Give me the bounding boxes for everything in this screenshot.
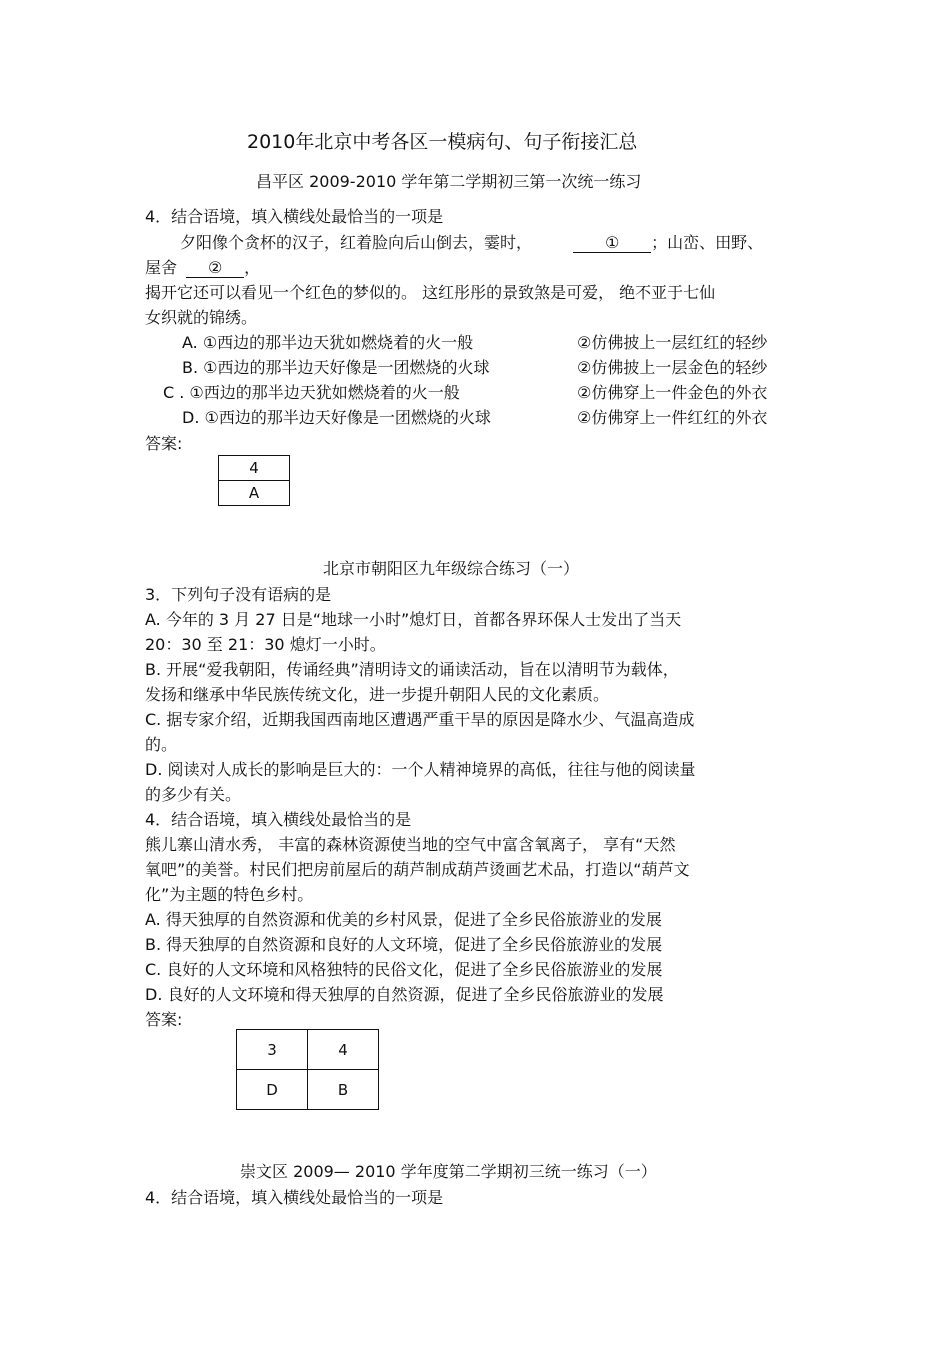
passage-line xyxy=(180,233,763,253)
text-line: 发扬和继承中华民族传统文化，进一步提升朝阳人民的文化素质。 xyxy=(145,685,610,704)
text-line: D. 良好的人文环境和得天独厚的自然资源，促进了全乡民俗旅游业的发展 xyxy=(145,985,664,1004)
section-heading-chongwen: 崇文区 2009— 2010 学年度第二学期初三统一练习（一） xyxy=(240,1162,657,1181)
option-a-right: ②仿佛披上一层红红的轻纱 xyxy=(577,333,768,352)
text-line: 的多少有关。 xyxy=(145,785,242,804)
passage-text: ， xyxy=(244,258,261,277)
text-line: 化”为主题的特色乡村。 xyxy=(145,885,314,904)
text-line: D. 阅读对人成长的影响是巨大的：一个人精神境界的高低，往往与他的阅读量 xyxy=(145,760,696,779)
blank-1: ① xyxy=(573,234,651,253)
answer-table xyxy=(236,1029,379,1110)
answer-label: 答案: xyxy=(145,434,183,453)
text-line: C. 据专家介绍，近期我国西南地区遭遇严重干旱的原因是降水少、气温高造成 xyxy=(145,710,695,729)
text-line: 3．下列句子没有语病的是 xyxy=(145,585,332,604)
option-c-left: C . ①西边的那半边天犹如燃烧着的火一般 xyxy=(163,383,460,402)
answer-question-number: 4 xyxy=(219,456,290,481)
option-b-right: ②仿佛披上一层金色的轻纱 xyxy=(577,358,768,377)
blank-2: ② xyxy=(186,259,244,278)
text-line: 20：30 至 21：30 熄灯一小时。 xyxy=(145,635,386,654)
answer-label: 答案: xyxy=(145,1010,183,1029)
question-stem: 4．结合语境，填入横线处最恰当的一项是 xyxy=(145,207,444,226)
text-line: 熊儿寨山清水秀， 丰富的森林资源使当地的空气中富含氧离子， 享有“天然 xyxy=(145,835,676,854)
answer-value: B xyxy=(308,1070,379,1110)
answer-question-number: 3 xyxy=(237,1030,308,1070)
passage-text: 夕阳像个贪杯的汉子，红着脸向后山倒去，霎时， xyxy=(180,233,533,252)
option-a-left: A. ①西边的那半边天犹如燃烧着的火一般 xyxy=(182,333,474,352)
passage-text: 屋舍 xyxy=(145,258,178,277)
text-line: A. 得天独厚的自然资源和优美的乡村风景，促进了全乡民俗旅游业的发展 xyxy=(145,910,662,929)
section-heading-chaoyang: 北京市朝阳区九年级综合练习（一） xyxy=(323,559,580,578)
question-stem: 4．结合语境，填入横线处最恰当的一项是 xyxy=(145,1188,444,1207)
option-d-left: D. ①西边的那半边天好像是一团燃烧的火球 xyxy=(182,408,491,427)
passage-text: ；山峦、田野、 xyxy=(651,233,764,252)
text-line: 氧吧”的美誉。村民们把房前屋后的葫芦制成葫芦烫画艺术品，打造以“葫芦文 xyxy=(145,860,690,879)
text-line: A. 今年的 3 月 27 日是“地球一小时”熄灯日，首都各界环保人士发出了当天 xyxy=(145,610,682,629)
passage-line: 女织就的锦绣。 xyxy=(145,308,258,327)
text-line: 4．结合语境，填入横线处最恰当的是 xyxy=(145,810,412,829)
page-title: 2010年北京中考各区一模病句、句子衔接汇总 xyxy=(247,131,638,153)
text-line: 的。 xyxy=(145,735,178,754)
text-line: B. 得天独厚的自然资源和良好的人文环境，促进了全乡民俗旅游业的发展 xyxy=(145,935,663,954)
text-line: B. 开展“爱我朝阳，传诵经典”清明诗文的诵读活动，旨在以清明节为载体， xyxy=(145,660,679,679)
option-b-left: B. ①西边的那半边天好像是一团燃烧的火球 xyxy=(182,358,490,377)
passage-line xyxy=(145,258,260,278)
answer-question-number: 4 xyxy=(308,1030,379,1070)
answer-table xyxy=(218,455,290,506)
answer-value: A xyxy=(219,481,290,506)
passage-line: 揭开它还可以看见一个红色的梦似的。 这红彤彤的景致煞是可爱， 绝不亚于七仙 xyxy=(145,283,716,302)
section-heading-changping: 昌平区 2009-2010 学年第二学期初三第一次统一练习 xyxy=(256,172,642,191)
option-d-right: ②仿佛穿上一件红红的外衣 xyxy=(577,408,768,427)
answer-value: D xyxy=(237,1070,308,1110)
option-c-right: ②仿佛穿上一件金色的外衣 xyxy=(577,383,768,402)
text-line: C. 良好的人文环境和风格独特的民俗文化，促进了全乡民俗旅游业的发展 xyxy=(145,960,663,979)
